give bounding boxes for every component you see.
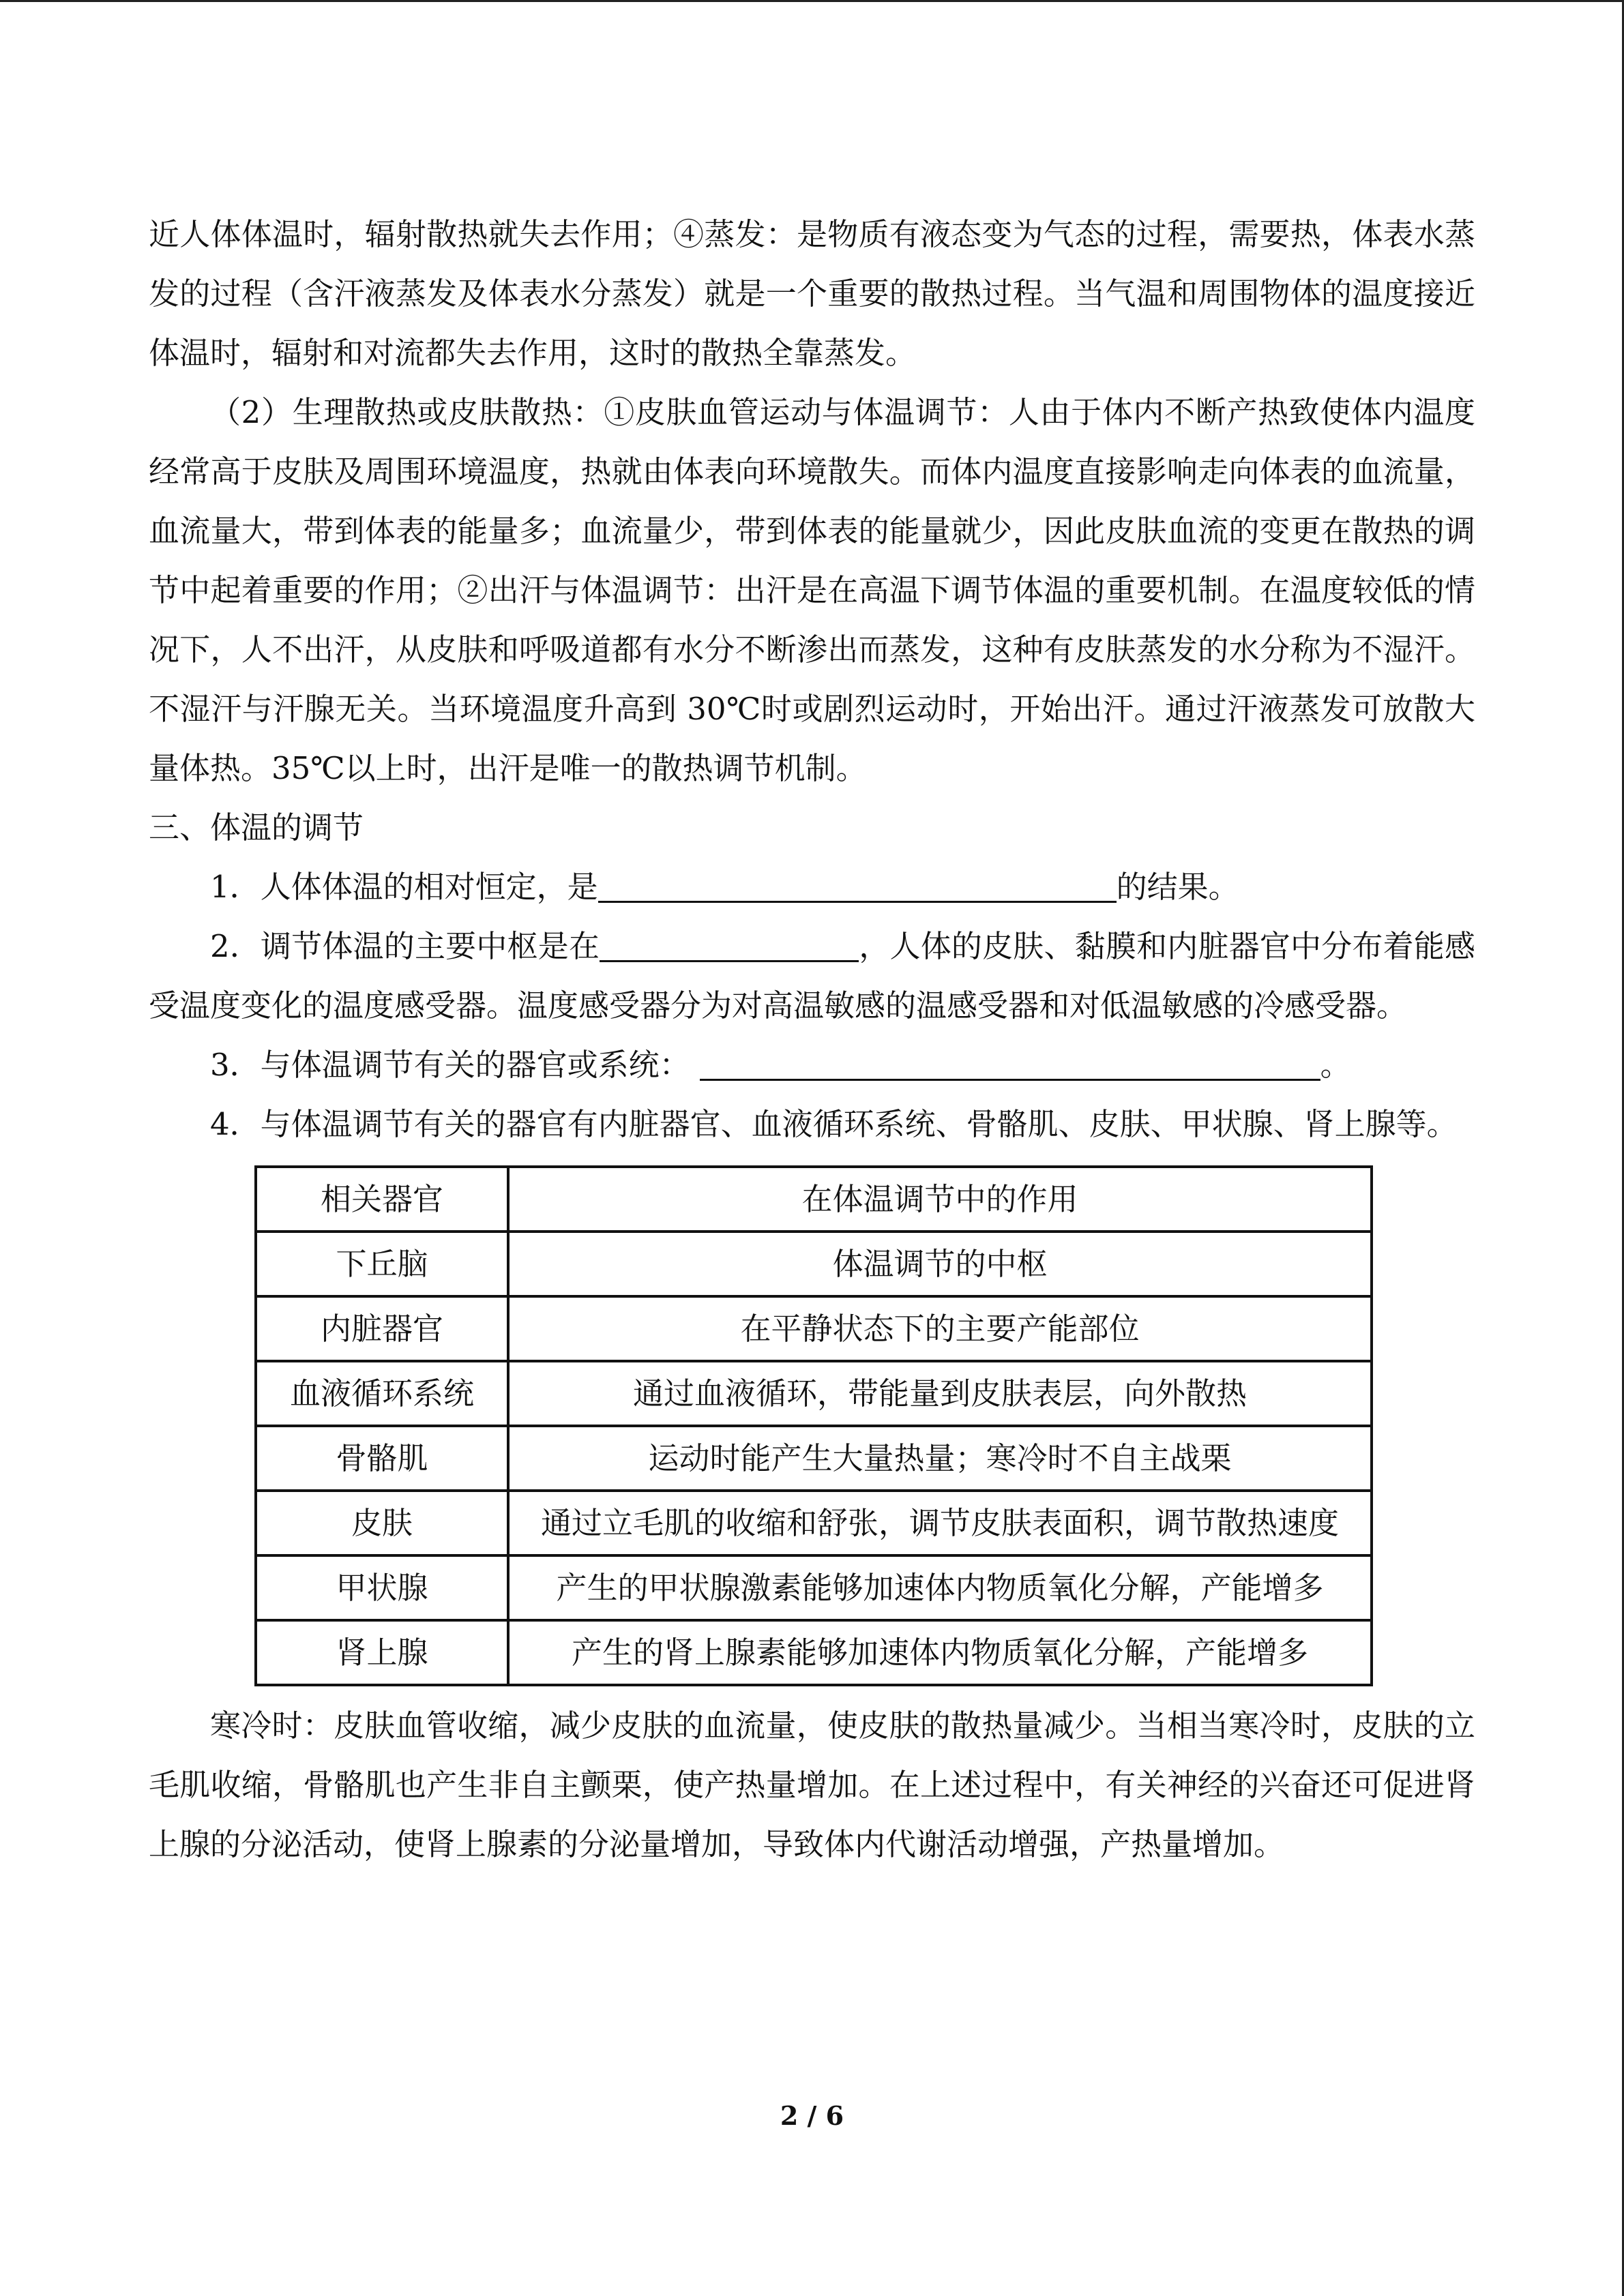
question-4: 4．与体温调节有关的器官有内脏器官、血液循环系统、骨骼肌、皮肤、甲状腺、肾上腺等。 [210,1106,1458,1142]
table-cell-role: 运动时能产生大量热量；寒冷时不自主战栗 [508,1426,1372,1491]
table-cell-role: 产生的肾上腺素能够加速体内物质氧化分解，产能增多 [508,1620,1372,1685]
table-cell-organ: 肾上腺 [256,1620,508,1685]
answer-blank-2[interactable] [600,926,859,962]
question-2-prefix: 2．调节体温的主要中枢是在 [210,928,600,964]
answer-blank-3[interactable] [700,1045,1320,1081]
organ-function-table [254,1165,1373,1686]
question-2 [149,916,1475,1035]
answer-blank-1[interactable] [598,867,1117,903]
table-cell-role: 在平静状态下的主要产能部位 [508,1296,1372,1361]
section-heading-regulation: 三、体温的调节 [149,809,364,846]
table-row [256,1361,1372,1426]
table-cell-organ: 皮肤 [256,1491,508,1555]
document-body [149,205,1475,1874]
table-header-role: 在体温调节中的作用 [508,1167,1372,1232]
table-header-organ: 相关器官 [256,1167,508,1232]
table-row [256,1232,1372,1296]
paragraph-evaporation: 近人体体温时，辐射散热就失去作用；④蒸发：是物质有液态变为气态的过程，需要热，体表水蒸发的过程（含汗液蒸发及体表水分蒸发）就是一个重要的散热过程。当气温和周围物体的温度接近体温时，辐射和对流都失去作用，这时的散热全靠蒸发。 [149,216,1475,371]
table-cell-organ: 血液循环系统 [256,1361,508,1426]
table-cell-role: 通过血液循环，带能量到皮肤表层，向外散热 [508,1361,1372,1426]
table-row [256,1426,1372,1491]
table-cell-role: 通过立毛肌的收缩和舒张，调节皮肤表面积，调节散热速度 [508,1491,1372,1555]
table-cell-organ: 骨骼肌 [256,1426,508,1491]
paragraph-cold-response: 寒冷时：皮肤血管收缩，减少皮肤的血流量，使皮肤的散热量减少。当相当寒冷时，皮肤的立毛肌收缩，骨骼肌也产生非自主颤栗，使产热量增加。在上述过程中，有关神经的兴奋还可促进肾上腺的分泌活动，使肾上腺素的分泌量增加，导致体内代谢活动增强，产热量增加。 [149,1708,1475,1862]
table-row [256,1491,1372,1555]
table-cell-organ: 下丘脑 [256,1232,508,1296]
table-cell-role: 体温调节的中枢 [508,1232,1372,1296]
table-cell-role: 产生的甲状腺激素能够加速体内物质氧化分解，产能增多 [508,1555,1372,1620]
question-3 [149,1035,1475,1094]
question-1 [149,857,1475,916]
table-row [256,1620,1372,1685]
question-3-prefix: 3．与体温调节有关的器官或系统： [210,1047,690,1083]
table-cell-organ: 甲状腺 [256,1555,508,1620]
table-row [256,1555,1372,1620]
paragraph-physiological-heat-loss: （2）生理散热或皮肤散热：①皮肤血管运动与体温调节：人由于体内不断产热致使体内温度经常高于皮肤及周围环境温度，热就由体表向环境散失。而体内温度直接影响走向体表的血流量，血流量大，带到体表的能量多；血流量少，带到体表的能量就少，因此皮肤血流的变更在散热的调节中起着重要的作用；②出汗与体温调节：出汗是在高温下调节体温的重要机制。在温度较低的情况下，人不出汗，从皮肤和呼吸道都有水分不断渗出而蒸发，这种有皮肤蒸发的水分称为不湿汗。不湿汗与汗腺无关。当环境温度升高到 30℃时或剧烈运动时，开始出汗。通过汗液蒸发可放散大量体热。35℃以上时，出汗是唯一的散热调节机制。 [149,394,1475,786]
question-1-suffix: 的结果。 [1116,869,1239,905]
question-2-suffix: ，人体的皮肤、黏膜和内脏器官中分布着能感受温度变化的温度感受器。温度感受器分为对高温敏感的温感受器和对低温敏感的冷感受器。 [149,928,1475,1024]
question-1-prefix: 1．人体体温的相对恒定，是 [210,869,598,905]
table-row [256,1296,1372,1361]
page-number: 2 / 6 [780,2100,844,2131]
table-cell-organ: 内脏器官 [256,1296,508,1361]
question-3-suffix: 。 [1320,1047,1351,1083]
page-border-top [0,0,1624,2]
table-header-row [256,1167,1372,1232]
